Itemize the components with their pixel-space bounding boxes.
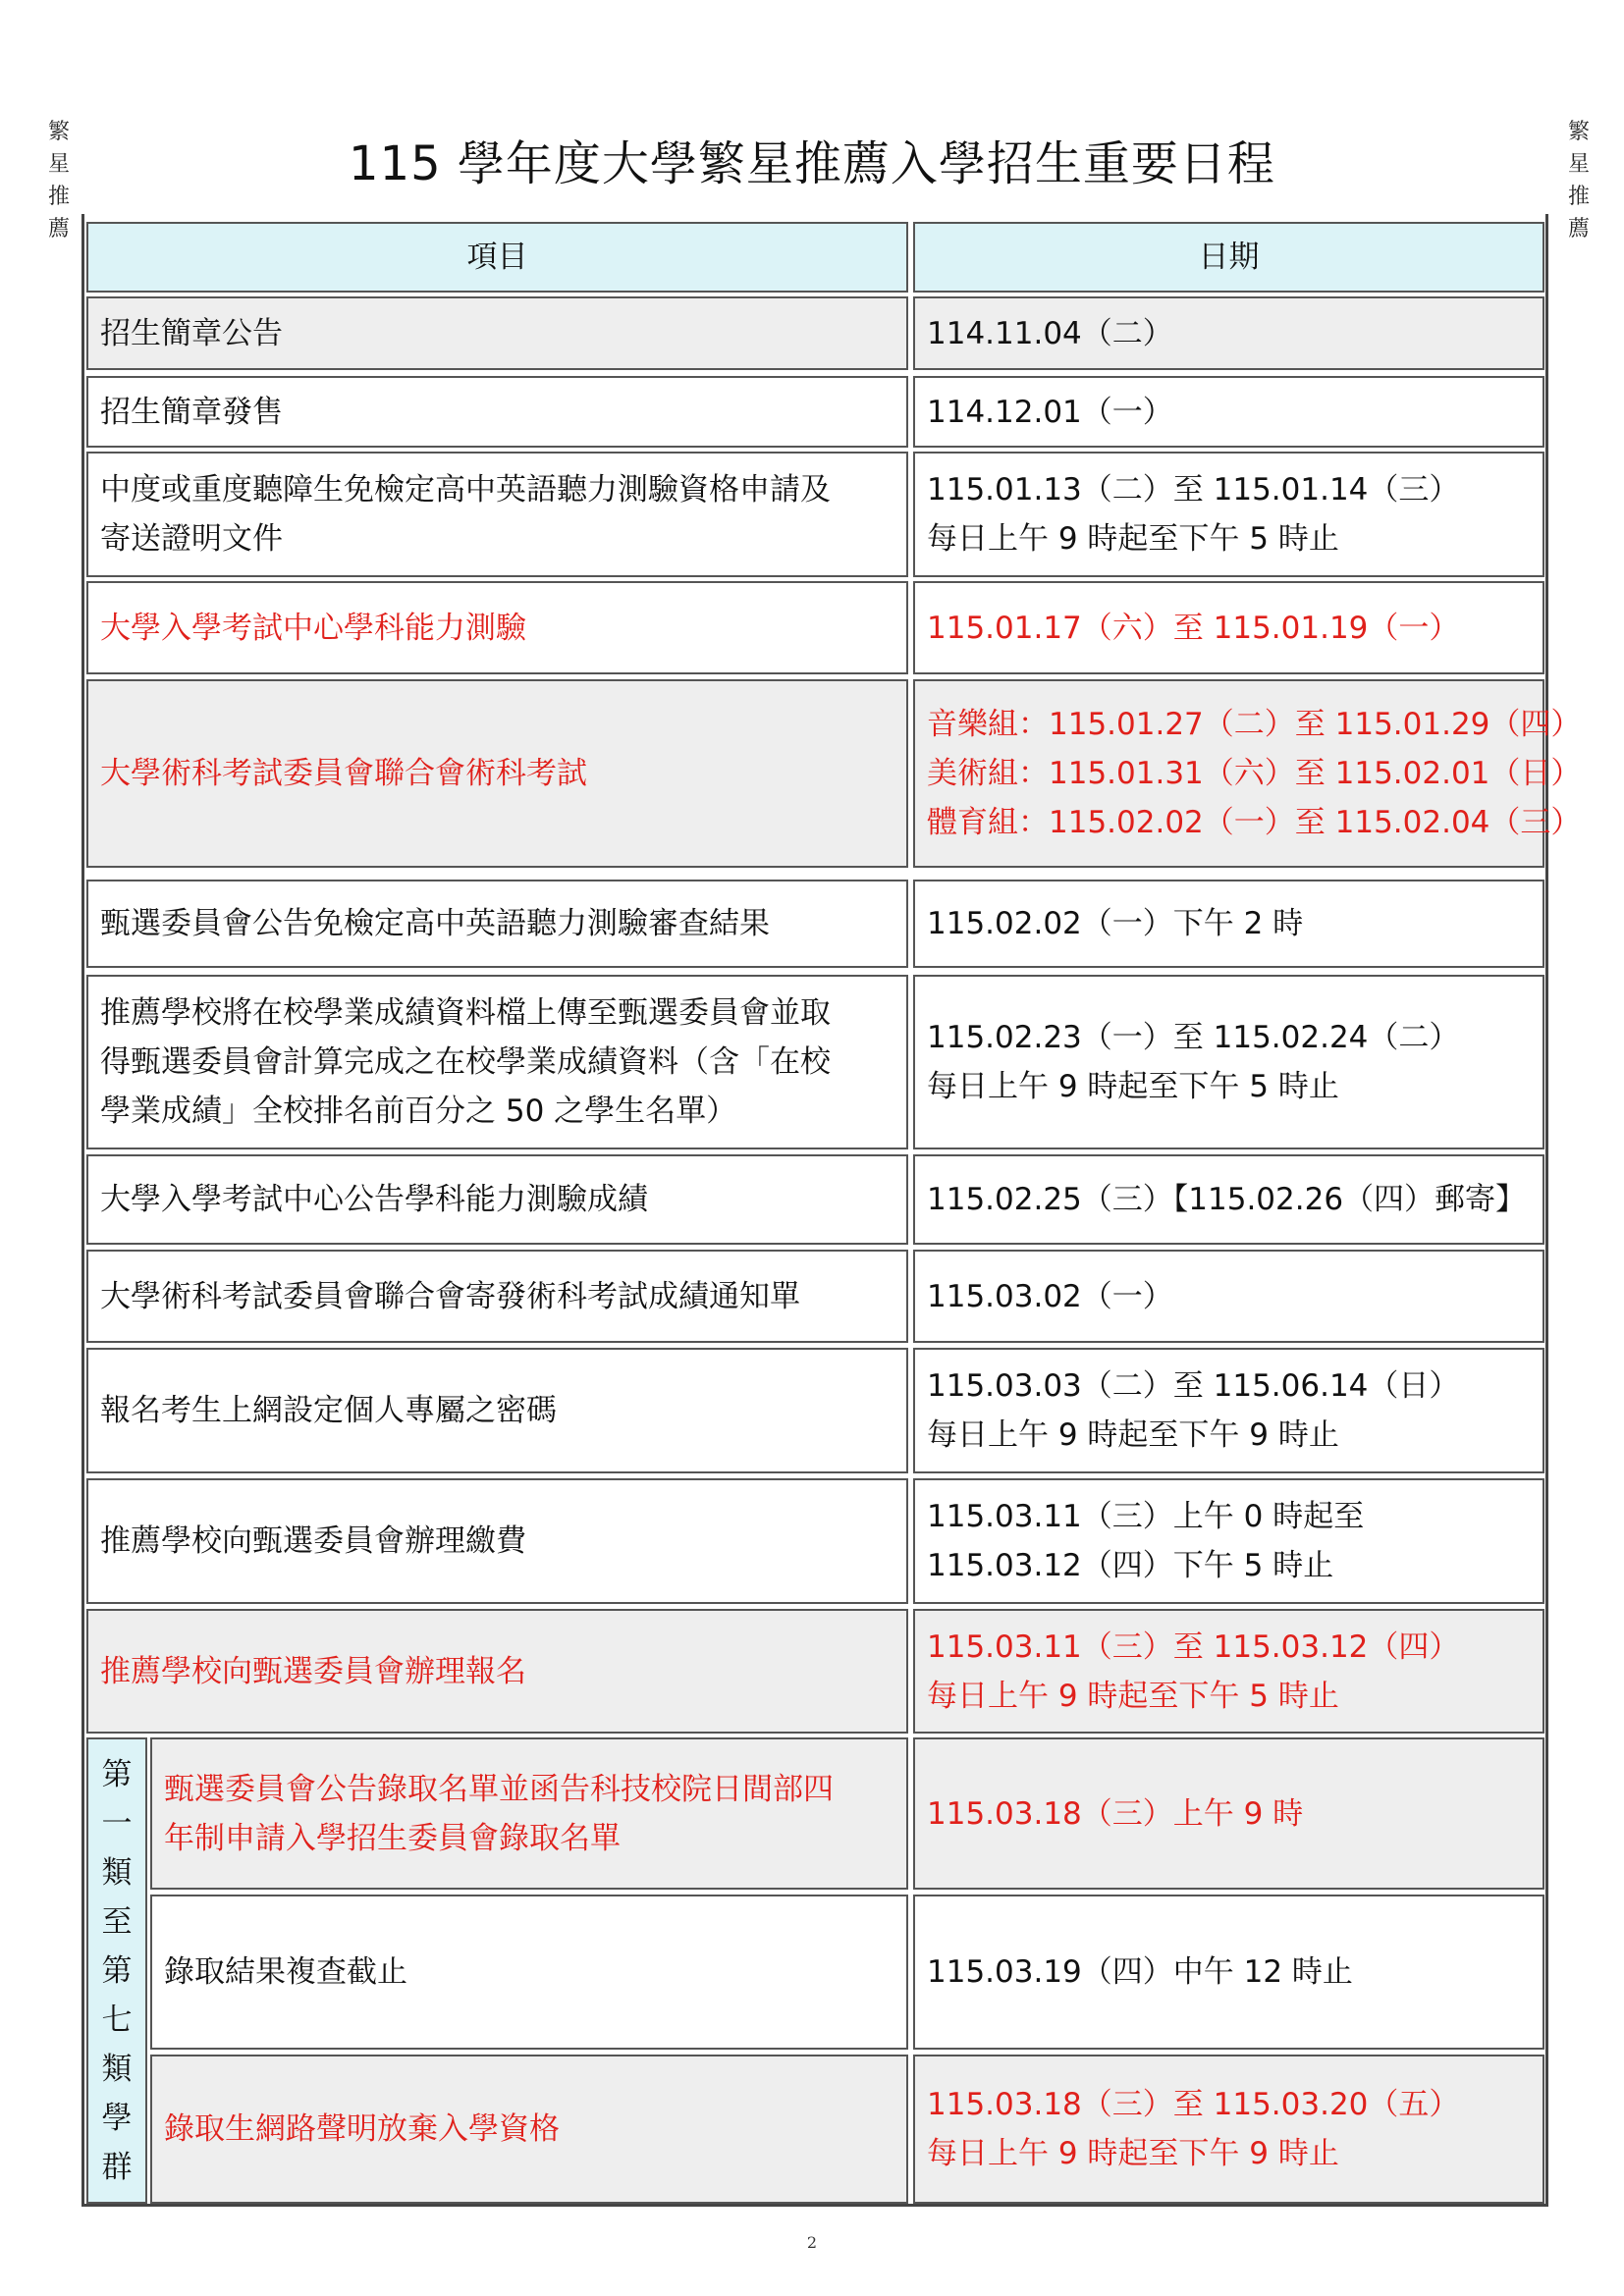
row-item-cell bbox=[86, 452, 908, 577]
side-label-char: 推 bbox=[47, 185, 70, 209]
group-row-date-cell-text bbox=[927, 2080, 1531, 2178]
side-label-char: 星 bbox=[1567, 152, 1590, 177]
group-row-date-cell bbox=[913, 1737, 1544, 1890]
row-item-cell-text bbox=[100, 1386, 894, 1435]
row-date-cell-text bbox=[927, 1175, 1531, 1224]
row-item-cell-text bbox=[100, 1517, 894, 1566]
row-item-cell bbox=[86, 1154, 908, 1245]
side-label-char: 繁 bbox=[1567, 120, 1590, 144]
cell-line: 推薦學校將在校學業成績資料檔上傳至甄選委員會並取 bbox=[100, 995, 831, 1031]
header-item bbox=[86, 222, 908, 293]
row-item-cell-text bbox=[100, 1647, 894, 1696]
cell-line: 115.03.18（三）上午 9 時 bbox=[927, 1795, 1304, 1832]
row-date-cell-text bbox=[927, 1492, 1531, 1590]
row-date-cell-text bbox=[927, 388, 1531, 437]
row-item-cell-text bbox=[100, 1175, 894, 1224]
row-date-cell bbox=[913, 452, 1544, 577]
cell-line: 大學術科考試委員會聯合會術科考試 bbox=[100, 756, 587, 791]
cell-line: 115.03.12（四）下午 5 時止 bbox=[927, 1548, 1334, 1583]
cell-line: 115.03.11（三）至 115.03.12（四） bbox=[927, 1629, 1460, 1665]
side-label-char: 薦 bbox=[1567, 217, 1590, 241]
row-date-cell bbox=[913, 1250, 1544, 1343]
cell-line: 115.03.02（一） bbox=[927, 1278, 1173, 1314]
group-label-char: 學 bbox=[101, 2100, 133, 2136]
cell-line: 115.02.02（一）下午 2 時 bbox=[927, 906, 1304, 941]
cell-line: 每日上午 9 時起至下午 5 時止 bbox=[927, 1069, 1339, 1104]
group-row-item-cell-text bbox=[164, 1765, 894, 1863]
row-date-cell bbox=[913, 1609, 1544, 1734]
cell-line: 115.02.25（三）【115.02.26（四）郵寄】 bbox=[927, 1182, 1527, 1217]
row-date-cell bbox=[913, 1154, 1544, 1245]
row-item-cell-text bbox=[100, 465, 894, 563]
row-item-cell-text bbox=[100, 388, 894, 437]
group-row-item-cell bbox=[150, 1895, 908, 2050]
row-date-cell bbox=[913, 880, 1544, 968]
page-title: 115 學年度大學繁星推薦入學招生重要日程 bbox=[349, 136, 1275, 191]
group-row-item-cell-text bbox=[164, 1948, 894, 1997]
cell-line: 招生簡章發售 bbox=[100, 394, 283, 430]
cell-line: 大學入學考試中心公告學科能力測驗成績 bbox=[100, 1182, 648, 1217]
row-date-cell-text bbox=[927, 1013, 1531, 1111]
group-label-char: 七 bbox=[101, 2002, 133, 2038]
row-item-cell-text bbox=[100, 309, 894, 358]
group-label-char: 一 bbox=[101, 1805, 133, 1842]
cell-line: 甄選委員會公告錄取名單並函告科技校院日間部四 bbox=[164, 1771, 834, 1807]
group-row-date-cell bbox=[913, 2055, 1544, 2204]
group-row-item-cell bbox=[150, 2055, 908, 2204]
group-label-char: 第 bbox=[101, 1756, 133, 1792]
side-label-char: 星 bbox=[47, 152, 70, 177]
cell-line: 年制申請入學招生委員會錄取名單 bbox=[164, 1820, 621, 1856]
row-item-cell-text bbox=[100, 604, 894, 653]
cell-line: 甄選委員會公告免檢定高中英語聽力測驗審查結果 bbox=[100, 906, 770, 941]
row-item-cell-text bbox=[100, 749, 894, 798]
row-date-cell-text bbox=[927, 1362, 1531, 1460]
cell-line: 114.11.04（二） bbox=[927, 315, 1173, 351]
side-label-char: 推 bbox=[1567, 185, 1590, 209]
cell-line: 寄送證明文件 bbox=[100, 521, 283, 557]
header-date bbox=[913, 222, 1544, 293]
row-date-cell bbox=[913, 1348, 1544, 1473]
group-label-char: 類 bbox=[101, 2051, 133, 2087]
cell-line: 115.01.17（六）至 115.01.19（一） bbox=[927, 610, 1460, 646]
cell-line: 每日上午 9 時起至下午 9 時止 bbox=[927, 2136, 1339, 2171]
row-item-cell-text bbox=[100, 899, 894, 948]
row-date-cell bbox=[913, 376, 1544, 448]
row-date-cell-text bbox=[927, 604, 1531, 653]
row-item-cell bbox=[86, 1348, 908, 1473]
row-item-cell-text bbox=[100, 988, 894, 1136]
row-item-cell bbox=[86, 1609, 908, 1734]
cell-line: 學業成績」全校排名前百分之 50 之學生名單） bbox=[100, 1094, 737, 1129]
group-row-item-cell-text bbox=[164, 2105, 894, 2154]
header-item-label: 項目 bbox=[466, 240, 528, 275]
group-row-date-cell-text bbox=[927, 1789, 1531, 1839]
row-date-cell bbox=[913, 975, 1544, 1149]
cell-line: 115.03.03（二）至 115.06.14（日） bbox=[927, 1368, 1460, 1404]
cell-line: 115.02.23（一）至 115.02.24（二） bbox=[927, 1020, 1460, 1055]
group-row-date-cell-text bbox=[927, 1948, 1531, 1997]
page-number: 2 bbox=[806, 2233, 818, 2252]
row-item-cell bbox=[86, 296, 908, 370]
row-item-cell bbox=[86, 581, 908, 674]
row-date-cell-text bbox=[927, 700, 1582, 847]
cell-line: 每日上午 9 時起至下午 5 時止 bbox=[927, 521, 1339, 557]
cell-line: 中度或重度聽障生免檢定高中英語聽力測驗資格申請及 bbox=[100, 472, 831, 507]
cell-line: 錄取生網路聲明放棄入學資格 bbox=[164, 2111, 560, 2147]
row-date-cell-text bbox=[927, 309, 1531, 358]
cell-line: 體育組：115.02.02（一）至 115.02.04（三） bbox=[927, 805, 1582, 840]
group-row-item-cell bbox=[150, 1737, 908, 1890]
group-label-char: 類 bbox=[101, 1854, 133, 1891]
row-date-cell-text bbox=[927, 465, 1531, 563]
row-item-cell bbox=[86, 679, 908, 868]
cell-line: 每日上午 9 時起至下午 5 時止 bbox=[927, 1678, 1339, 1714]
side-label-char: 繁 bbox=[47, 120, 70, 144]
group-label-char: 群 bbox=[101, 2149, 133, 2185]
row-item-cell bbox=[86, 1478, 908, 1604]
cell-line: 招生簡章公告 bbox=[100, 315, 283, 351]
cell-line: 美術組：115.01.31（六）至 115.02.01（日） bbox=[927, 756, 1582, 791]
row-date-cell-text bbox=[927, 1623, 1531, 1721]
cell-line: 115.03.11（三）上午 0 時起至 bbox=[927, 1499, 1365, 1534]
group-label-cell bbox=[86, 1737, 147, 2204]
cell-line: 推薦學校向甄選委員會辦理報名 bbox=[100, 1653, 526, 1689]
group-label-char: 至 bbox=[101, 1903, 133, 1940]
row-item-cell bbox=[86, 880, 908, 968]
row-date-cell bbox=[913, 296, 1544, 370]
row-date-cell-text bbox=[927, 899, 1531, 948]
cell-line: 報名考生上網設定個人專屬之密碼 bbox=[100, 1393, 557, 1428]
row-item-cell bbox=[86, 1250, 908, 1343]
cell-line: 114.12.01（一） bbox=[927, 394, 1173, 430]
row-item-cell bbox=[86, 376, 908, 448]
row-date-cell bbox=[913, 679, 1582, 868]
cell-line: 音樂組：115.01.27（二）至 115.01.29（四） bbox=[927, 707, 1582, 742]
side-label-char: 薦 bbox=[47, 217, 70, 241]
cell-line: 115.03.19（四）中午 12 時止 bbox=[927, 1954, 1353, 1990]
group-row-date-cell bbox=[913, 1895, 1544, 2050]
cell-line: 115.01.13（二）至 115.01.14（三） bbox=[927, 472, 1460, 507]
row-date-cell bbox=[913, 1478, 1544, 1604]
row-item-cell-text bbox=[100, 1272, 894, 1321]
cell-line: 每日上午 9 時起至下午 9 時止 bbox=[927, 1417, 1339, 1453]
cell-line: 115.03.18（三）至 115.03.20（五） bbox=[927, 2087, 1460, 2122]
cell-line: 大學入學考試中心學科能力測驗 bbox=[100, 610, 526, 646]
cell-line: 錄取結果複查截止 bbox=[164, 1954, 407, 1990]
row-date-cell-text bbox=[927, 1272, 1531, 1321]
cell-line: 推薦學校向甄選委員會辦理繳費 bbox=[100, 1523, 526, 1559]
header-date-label: 日期 bbox=[1198, 240, 1260, 275]
cell-line: 得甄選委員會計算完成之在校學業成績資料（含「在校 bbox=[100, 1044, 831, 1080]
group-label-char: 第 bbox=[101, 1952, 133, 1989]
row-item-cell bbox=[86, 975, 908, 1149]
cell-line: 大學術科考試委員會聯合會寄發術科考試成績通知單 bbox=[100, 1278, 800, 1314]
row-date-cell bbox=[913, 581, 1544, 674]
